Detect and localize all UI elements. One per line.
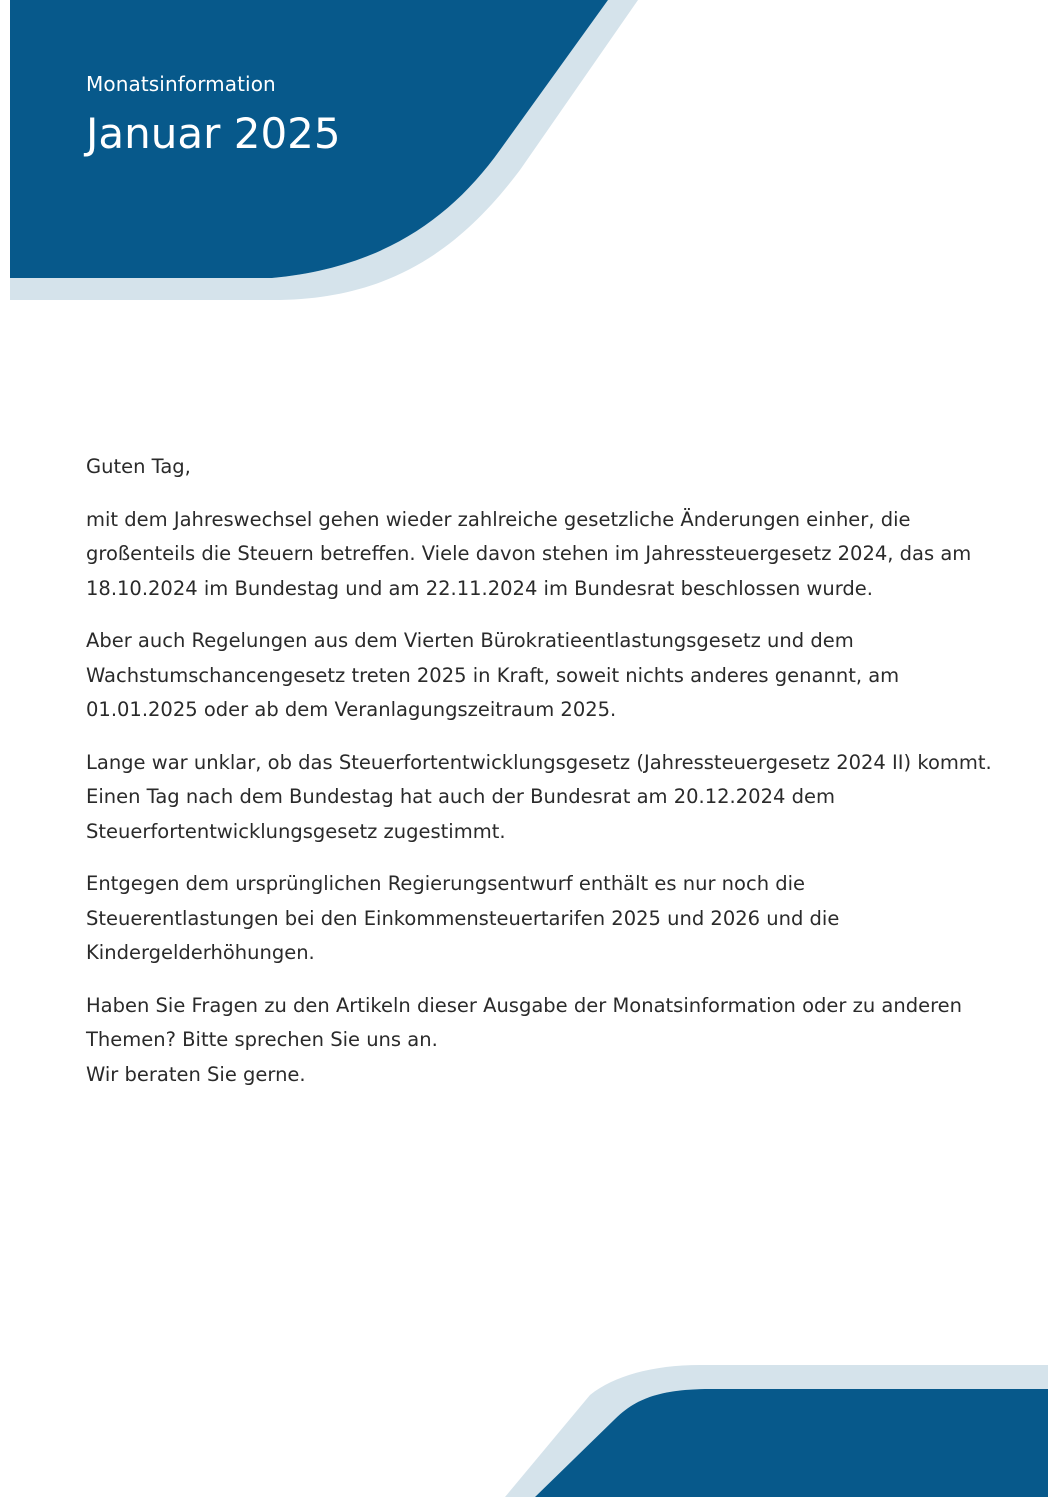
paragraph-line: Kindergelderhöhungen. xyxy=(86,941,315,964)
paragraph-3 xyxy=(86,746,992,850)
paragraph-2 xyxy=(86,624,986,728)
paragraph-line: Entgegen dem ursprünglichen Regierungsentwurf enthält es nur noch die xyxy=(86,872,806,895)
paragraph-line: großenteils die Steuern betreffen. Viele davon stehen im Jahressteuergesetz 2024, das am xyxy=(86,542,972,565)
paragraph-line: mit dem Jahreswechsel gehen wieder zahlreiche gesetzliche Änderungen einher, die xyxy=(86,507,911,531)
paragraph-line: Steuerentlastungen bei den Einkommensteuertarifen 2025 und 2026 und die xyxy=(86,906,840,930)
paragraph-line: Haben Sie Fragen zu den Artikeln dieser Ausgabe der Monatsinformation oder zu anderen xyxy=(86,993,963,1017)
paragraph-line: 18.10.2024 im Bundestag und am 22.11.2024 im Bundesrat beschlossen wurde. xyxy=(86,576,873,600)
page-title: Januar 2025 xyxy=(86,109,341,158)
footer-wave-decoration xyxy=(490,1355,1058,1497)
greeting: Guten Tag, xyxy=(86,455,191,478)
paragraph-line: Themen? Bitte sprechen Sie uns an. xyxy=(86,1028,438,1051)
paragraph-4 xyxy=(86,867,986,971)
paragraph-1 xyxy=(86,503,986,607)
paragraph-line: Lange war unklar, ob das Steuerfortentwicklungsgesetz (Jahressteuergesetz 2024 II) kommt. xyxy=(86,750,992,774)
header xyxy=(86,70,341,160)
header-kicker: Monatsinformation xyxy=(86,72,276,96)
paragraph-5 xyxy=(86,989,986,1093)
paragraph-line: Wir beraten Sie gerne. xyxy=(86,1062,306,1086)
paragraph-line: Einen Tag nach dem Bundestag hat auch der Bundesrat am 20.12.2024 dem xyxy=(86,785,835,808)
paragraph-line: Steuerfortentwicklungsgesetz zugestimmt. xyxy=(86,819,506,843)
paragraph-line: 01.01.2025 oder ab dem Veranlagungszeitraum 2025. xyxy=(86,698,617,721)
paragraph-line: Aber auch Regelungen aus dem Vierten Bürokratieentlastungsgesetz und dem xyxy=(86,629,854,652)
letter-body xyxy=(86,450,992,1110)
paragraph-line: Wachstumschancengesetz treten 2025 in Kraft, soweit nichts anderes genannt, am xyxy=(86,663,900,687)
